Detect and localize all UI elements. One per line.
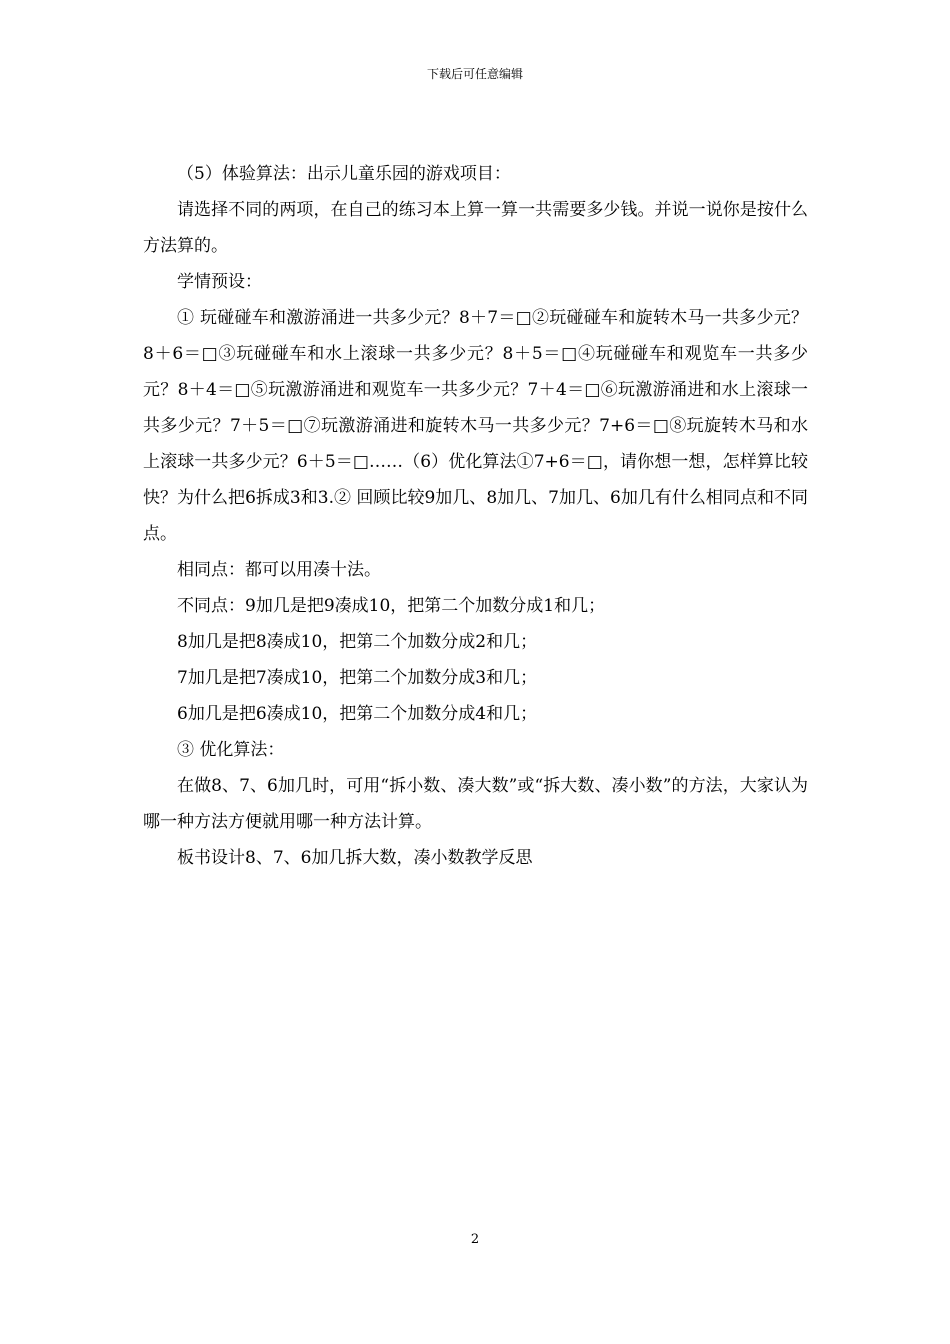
- paragraph-difference-9: 不同点：9加几是把9凑成10，把第二个加数分成1和几；: [177, 596, 606, 616]
- page-number: 2: [470, 1232, 480, 1247]
- paragraph-optimize-method: 在做8、7、6加几时，可用“拆小数、凑大数”或“拆大数、凑小数”的方法，大家认为哪一种方法方便就用哪一种方法计算。: [143, 776, 808, 832]
- page-header: 下载后可任意编辑: [426, 67, 523, 81]
- paragraph-difference-8: 8加几是把8凑成10，把第二个加数分成2和几；: [177, 632, 538, 652]
- paragraph-board-design: 板书设计8、7、6加几拆大数，凑小数教学反思: [177, 848, 533, 868]
- document-body: [143, 156, 808, 876]
- paragraph-difference-6: 6加几是把6凑成10，把第二个加数分成4和几；: [177, 704, 538, 724]
- paragraph-preset-questions: ① 玩碰碰车和激游涌进一共多少元？8＋7＝□②玩碰碰车和旋转木马一共多少元？8＋6＝□③玩碰碰车和水上滚球一共多少元？8＋5＝□④玩碰碰车和观览车一共多少元？8＋4＝□⑤玩激游涌进和观览车一共多少元？7＋4＝□⑥玩激游涌进和水上滚球一共多少元？7＋5＝□⑦玩激游涌进和旋转木马一共多少元？7+6＝□⑧玩旋转木马和水上滚球一共多少元？6＋5＝□……（6）优化算法①7+6＝□，请你想一想，怎样算比较快？为什么把6拆成3和3.② 回顾比较9加几、8加几、7加几、6加几有什么相同点和不同点。: [143, 308, 808, 544]
- paragraph-difference-7: 7加几是把7凑成10，把第二个加数分成3和几；: [177, 668, 538, 688]
- paragraph-similarity: 相同点：都可以用凑十法。: [177, 560, 381, 580]
- paragraph-preset-heading: 学情预设：: [177, 272, 262, 292]
- paragraph-instruction: 请选择不同的两项，在自己的练习本上算一算一共需要多少钱。并说一说你是按什么方法算的。: [143, 200, 808, 256]
- paragraph-optimize-heading: ③ 优化算法：: [177, 740, 285, 760]
- paragraph-experience-algorithm: （5）体验算法：出示儿童乐园的游戏项目：: [177, 164, 511, 184]
